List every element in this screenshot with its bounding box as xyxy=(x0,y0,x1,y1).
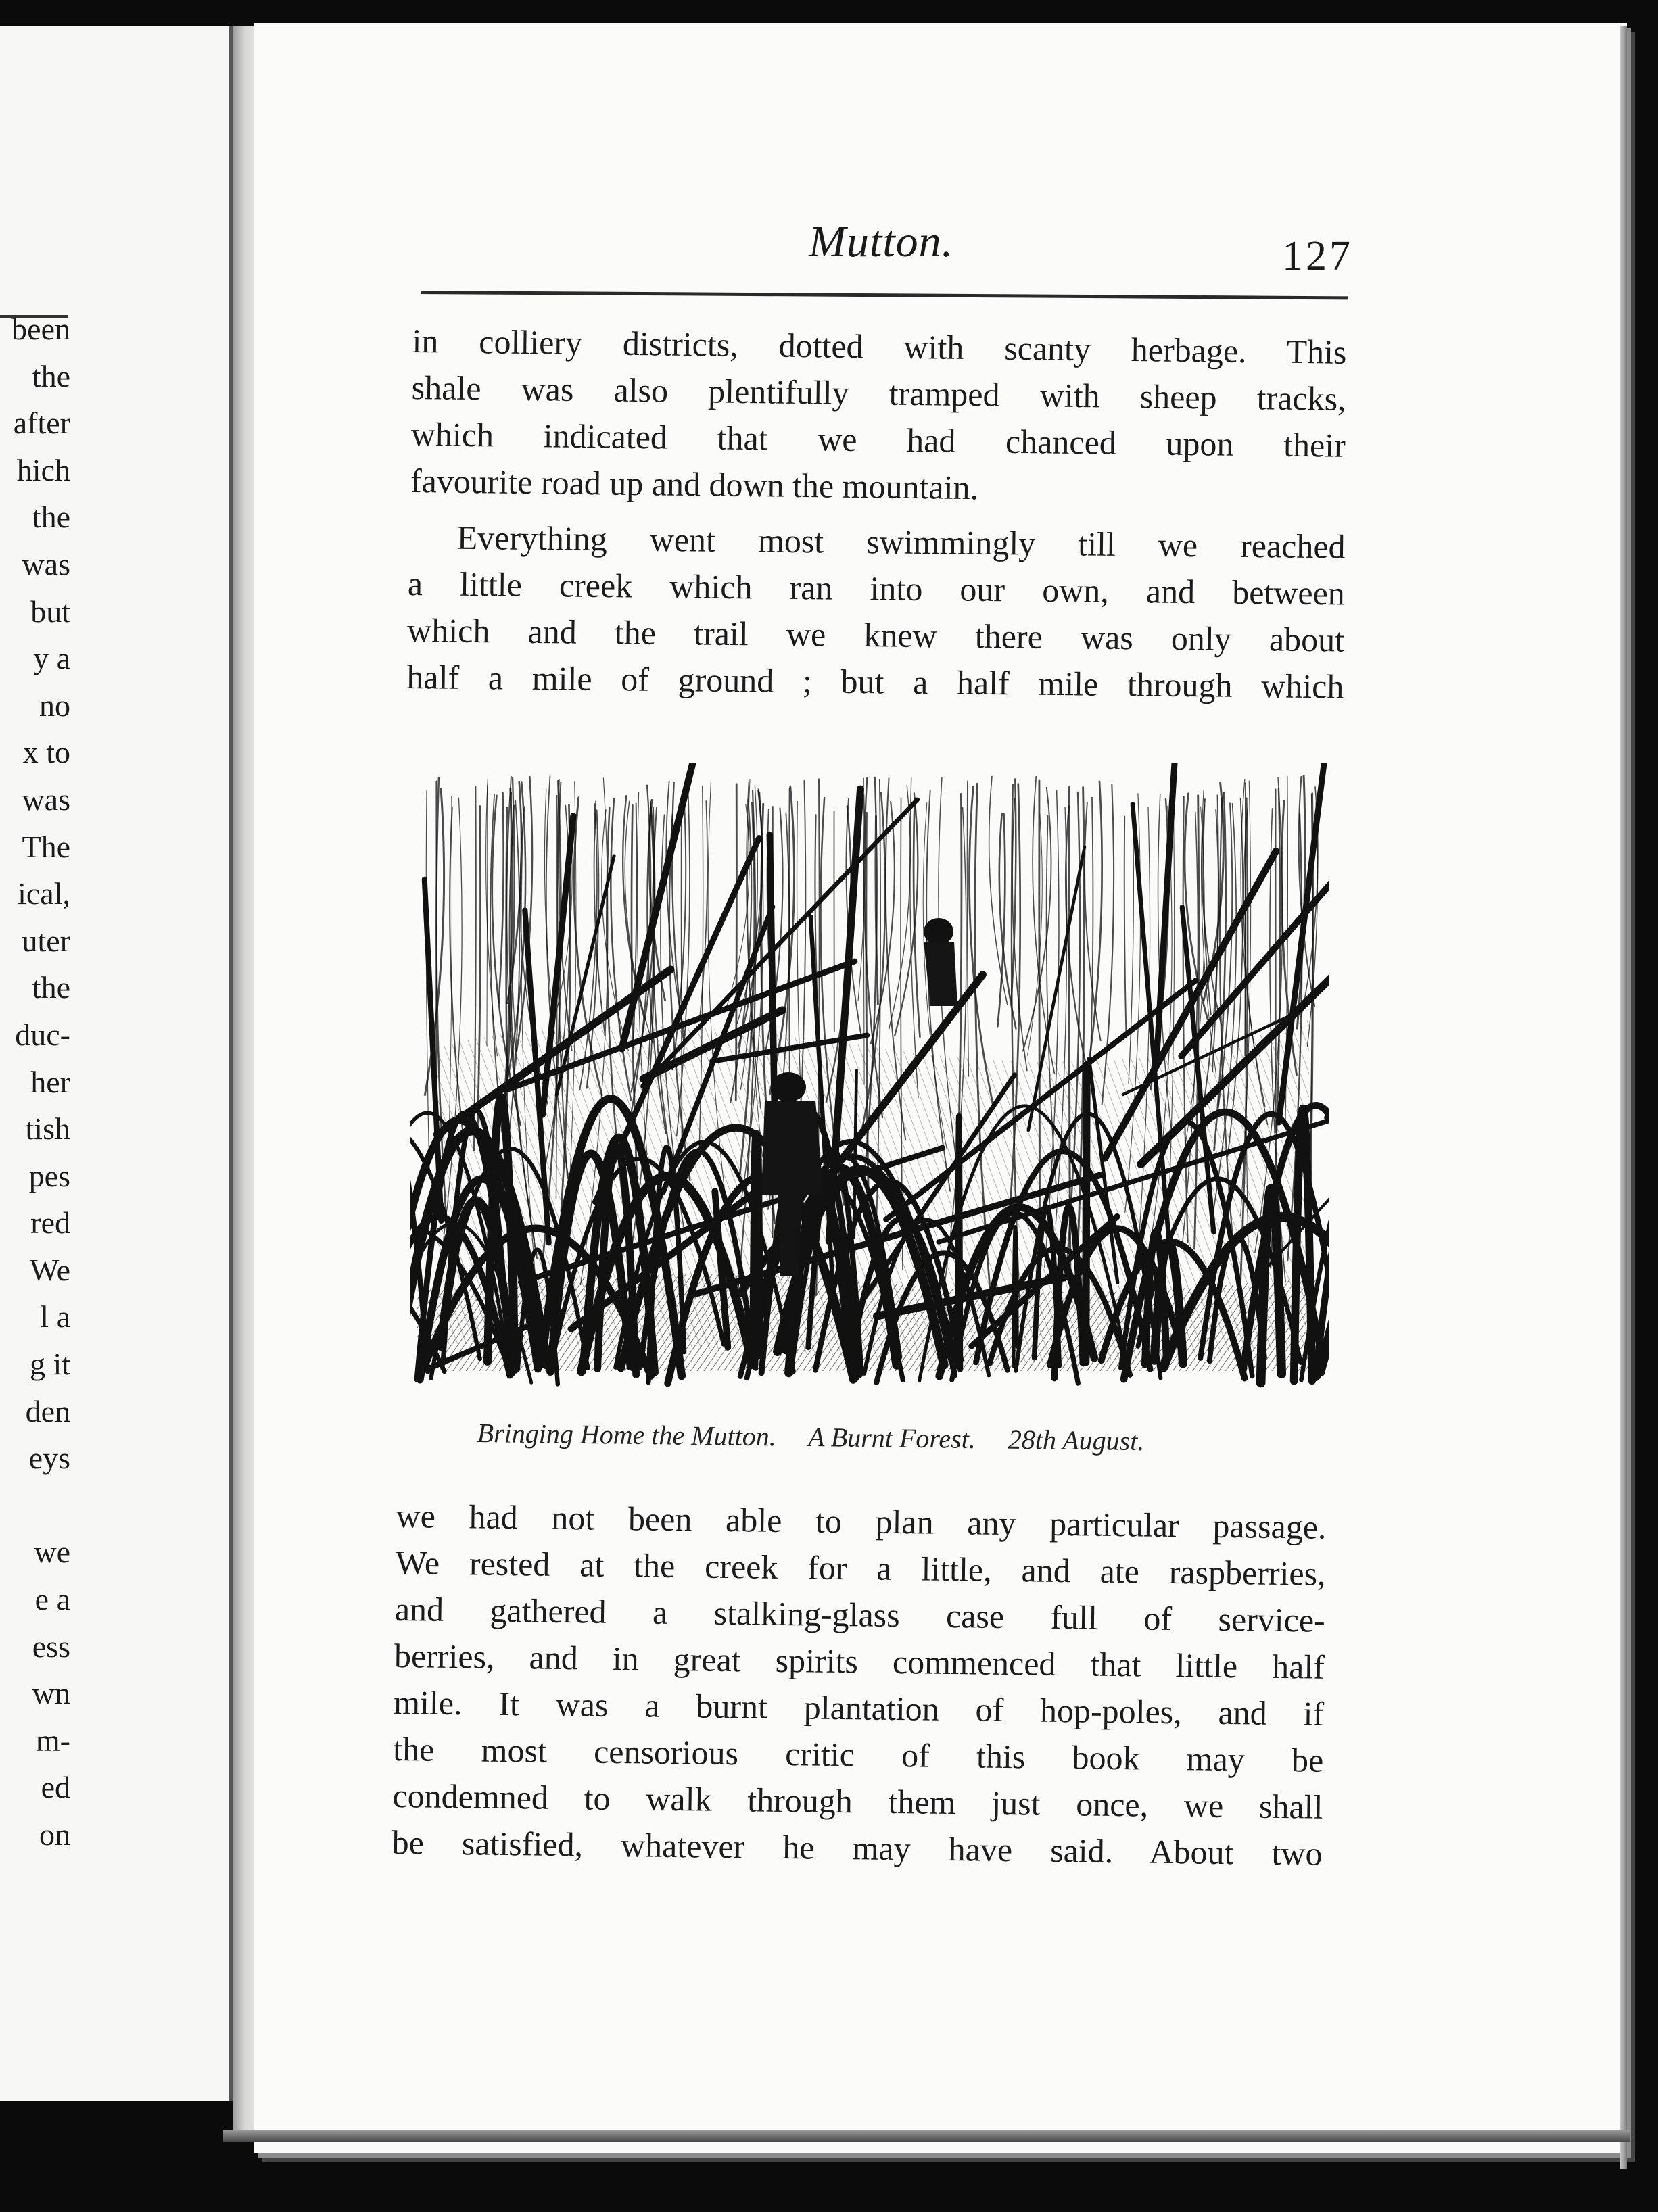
reed-stroke xyxy=(1245,783,1246,1056)
figure-head xyxy=(771,1072,806,1102)
left-page-line-fragment: was xyxy=(22,546,70,581)
left-page-line-fragment: duc- xyxy=(15,1017,70,1052)
text-line: favourite road up and down the mountain. xyxy=(410,461,979,507)
caption-title: Bringing Home the Mutton. xyxy=(477,1418,777,1452)
left-page-line-fragment: wn xyxy=(32,1676,70,1711)
left-page-line-fragment: ed xyxy=(41,1770,70,1805)
left-page-line-fragment: the xyxy=(32,970,70,1005)
left-page-line-fragment: no xyxy=(39,688,70,723)
left-page-line-fragment: ical, xyxy=(18,876,70,911)
text-line: and gathered a stalking-glass case full of service- xyxy=(394,1589,1326,1639)
paragraph-1 xyxy=(410,318,1347,516)
left-page-line-fragment: hich xyxy=(16,452,70,487)
text-line: the most censorious critic of this book may be xyxy=(393,1729,1324,1779)
paragraph-2 xyxy=(406,514,1346,710)
left-page-line-fragment: the xyxy=(32,500,70,535)
text-line: shale was also plentifully tramped with sheep tracks, xyxy=(411,368,1346,418)
text-line: mile. It was a burnt plantation of hop-poles, and if xyxy=(393,1683,1325,1733)
burnt-pole-stroke xyxy=(754,1134,759,1364)
fallen-trunk-stroke xyxy=(1086,1065,1087,1362)
text-line: we had not been able to plan any particular passage. xyxy=(396,1496,1327,1546)
left-page-line-fragment: after xyxy=(13,406,70,441)
left-page-line-fragment: the xyxy=(32,358,70,393)
running-head: Mutton. xyxy=(809,217,954,266)
text-line: a little creek which ran into our own, and between xyxy=(407,564,1346,612)
left-page-line-fragment: on xyxy=(39,1817,70,1852)
text-line: which indicated that we had chanced upon their xyxy=(410,414,1346,464)
page-edge xyxy=(1620,26,1627,2169)
burnt-forest-illustration xyxy=(410,763,1329,1405)
left-page-line-fragment: We xyxy=(29,1252,70,1287)
left-page-line-fragment: e a xyxy=(34,1582,70,1617)
left-page-text-fragments xyxy=(0,306,70,1858)
left-page-line-fragment: m- xyxy=(35,1723,70,1758)
text-line: We rested at the creek for a little, and ate raspberries, xyxy=(395,1543,1326,1593)
left-page-line-fragment: y a xyxy=(33,641,70,676)
page-number: 127 xyxy=(1282,233,1353,279)
caption-date: 28th August. xyxy=(1008,1424,1145,1457)
text-line: which and the trail we knew there was only about xyxy=(406,610,1345,659)
companion-head xyxy=(924,918,953,945)
paragraph-3 xyxy=(392,1493,1327,1877)
reed-stroke xyxy=(1039,781,1040,1223)
left-page-line-fragment: but xyxy=(30,594,70,629)
left-page-line-fragment xyxy=(0,1482,70,1529)
left-page-line-fragment: pes xyxy=(28,1158,70,1193)
left-page-line-fragment: eys xyxy=(28,1441,70,1476)
left-page-line-fragment: tish xyxy=(25,1111,70,1147)
left-page-line-fragment: was xyxy=(22,782,70,817)
left-page-line-fragment: den xyxy=(25,1393,70,1428)
text-line: half a mile of ground ; but a half mile through which xyxy=(406,657,1344,706)
left-page-line-fragment: red xyxy=(30,1205,70,1241)
caption-subtitle: A Burnt Forest. xyxy=(807,1421,976,1455)
left-page-line-fragment: ess xyxy=(32,1629,70,1664)
left-page-line-fragment: her xyxy=(30,1064,70,1099)
text-line: berries, and in great spirits commenced that little half xyxy=(394,1636,1325,1686)
text-line: Everything went most swimmingly till we reached xyxy=(456,518,1346,566)
left-page-line-fragment: g it xyxy=(29,1347,70,1382)
text-line: be satisfied, whatever he may have said. About two xyxy=(392,1823,1323,1873)
page-bottom-edge xyxy=(223,2130,1630,2142)
left-page-line-fragment: been xyxy=(11,312,70,346)
left-page-line-fragment: we xyxy=(34,1535,70,1570)
left-page-line-fragment: l a xyxy=(40,1299,70,1335)
left-page-line-fragment: x to xyxy=(22,735,70,770)
text-line: condemned to walk through them just once, we shall xyxy=(392,1776,1323,1826)
left-page-line-fragment: uter xyxy=(22,923,70,958)
text-line: in colliery districts, dotted with scanty herbage. This xyxy=(412,321,1347,371)
left-page-line-fragment: The xyxy=(22,829,70,864)
